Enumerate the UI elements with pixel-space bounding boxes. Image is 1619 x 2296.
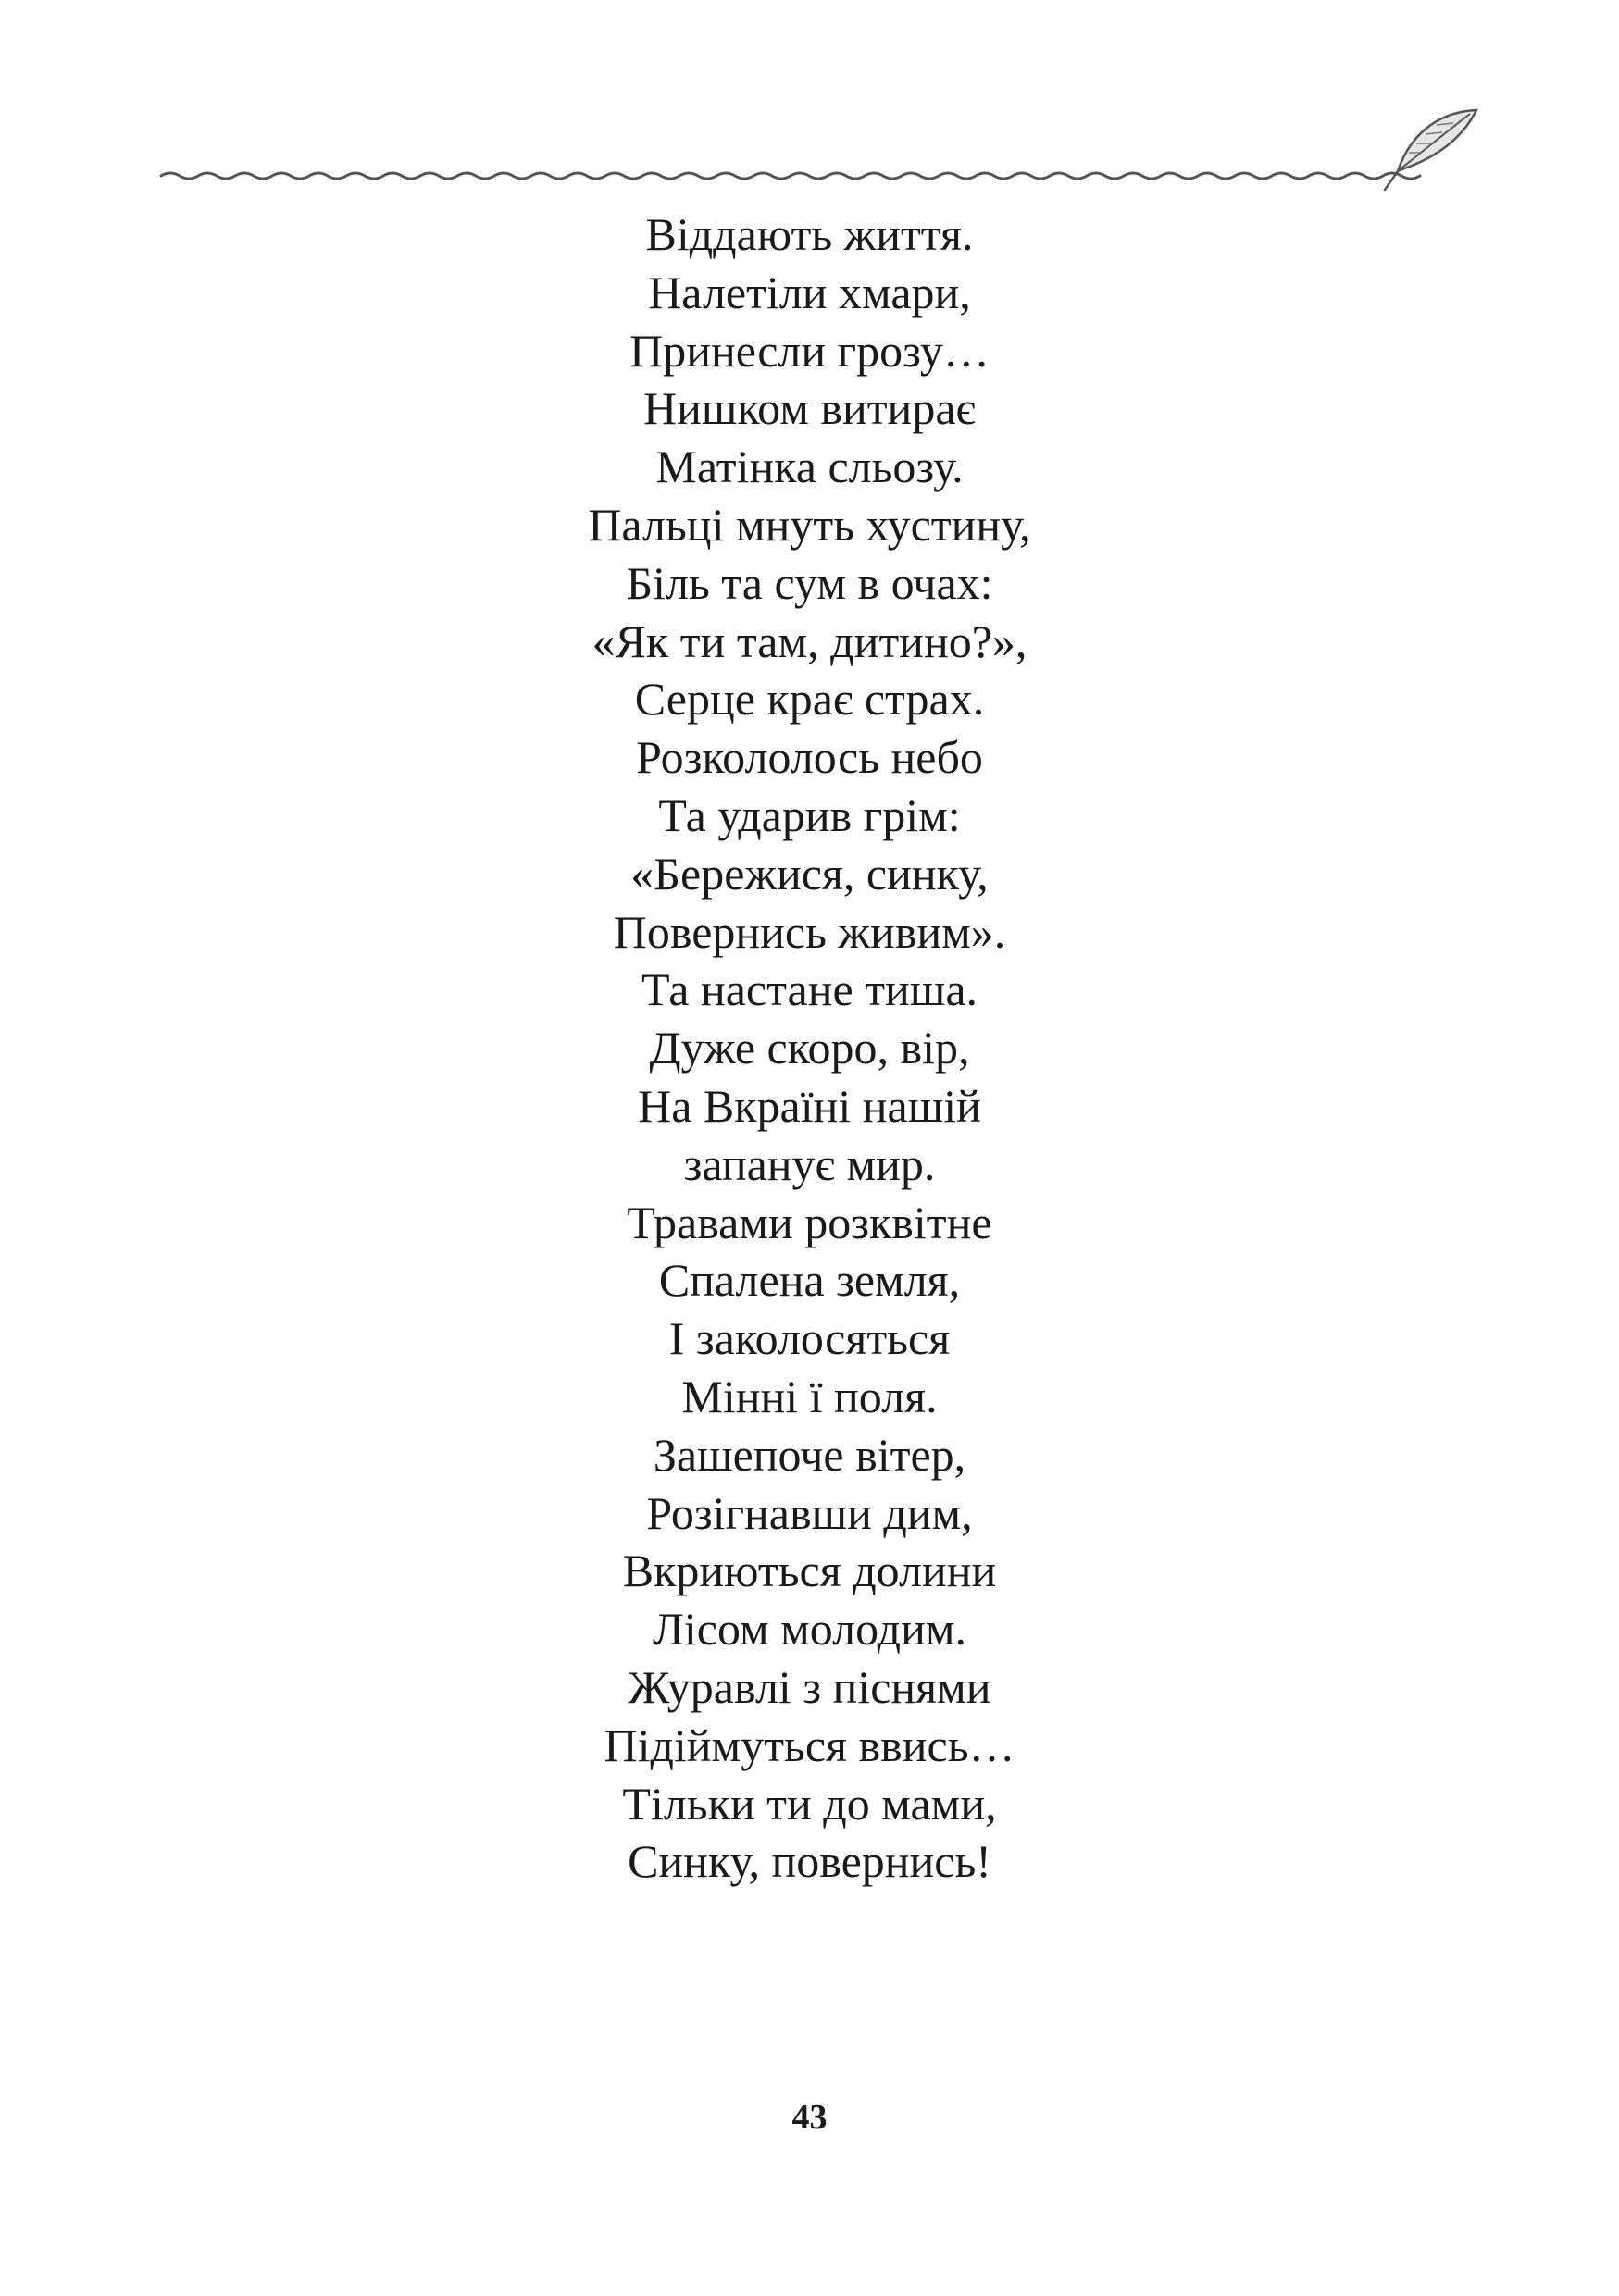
quill-icon [1385, 110, 1476, 190]
poem-line: Зашепоче вітер, [653, 1428, 966, 1481]
poem-line: На Вкраїні нашій [638, 1079, 981, 1132]
poem-line: «Бережися, синку, [630, 847, 989, 900]
poem-line: Нишком витирає [643, 382, 976, 435]
poem-line: Підіймуться ввись… [604, 1719, 1015, 1771]
poem-line: Та ударив грім: [658, 788, 961, 841]
poem-line: Вкриються долини [622, 1545, 997, 1597]
poem-line: Тільки ти до мами, [622, 1777, 997, 1830]
poem-line: «Як ти там, дитино?», [592, 614, 1027, 667]
poem-line: Та настане тиша. [641, 963, 978, 1016]
poem-line: Пальці мнуть хустину, [588, 498, 1031, 551]
poem-line: Дуже скоро, вір, [649, 1022, 970, 1074]
poem-line: Налетіли хмари, [648, 266, 971, 318]
poem-line: Віддають життя. [645, 208, 974, 260]
poem-line: Журавлі з піснями [628, 1660, 991, 1713]
poem-line: І заколосяться [668, 1312, 951, 1365]
poem-line: Розігнавши дим, [646, 1486, 973, 1539]
header-ornament [157, 97, 1490, 199]
page-number: 43 [791, 2098, 828, 2137]
poem-line: Лісом молодим. [652, 1603, 966, 1656]
poem-line: Біль та сум в очах: [626, 556, 993, 609]
poem-line: Травами розквітне [627, 1196, 992, 1248]
poem-line: Серце крає страх. [634, 673, 985, 726]
poem-line: Синку, повернись! [628, 1835, 991, 1888]
poem-line: Принесли грозу… [629, 324, 990, 377]
poem-text [0, 205, 1619, 1891]
poem-line: Повернись живим». [613, 905, 1006, 958]
poem-line: Розкололось небо [636, 731, 983, 784]
poem-line: запанує мир. [683, 1137, 936, 1190]
poem-line: Спалена земля, [658, 1254, 961, 1307]
poem-line: Мінні ї поля. [681, 1370, 938, 1422]
poem-line: Матінка сльозу. [655, 441, 964, 493]
wavy-line-with-quill-icon [157, 97, 1490, 199]
